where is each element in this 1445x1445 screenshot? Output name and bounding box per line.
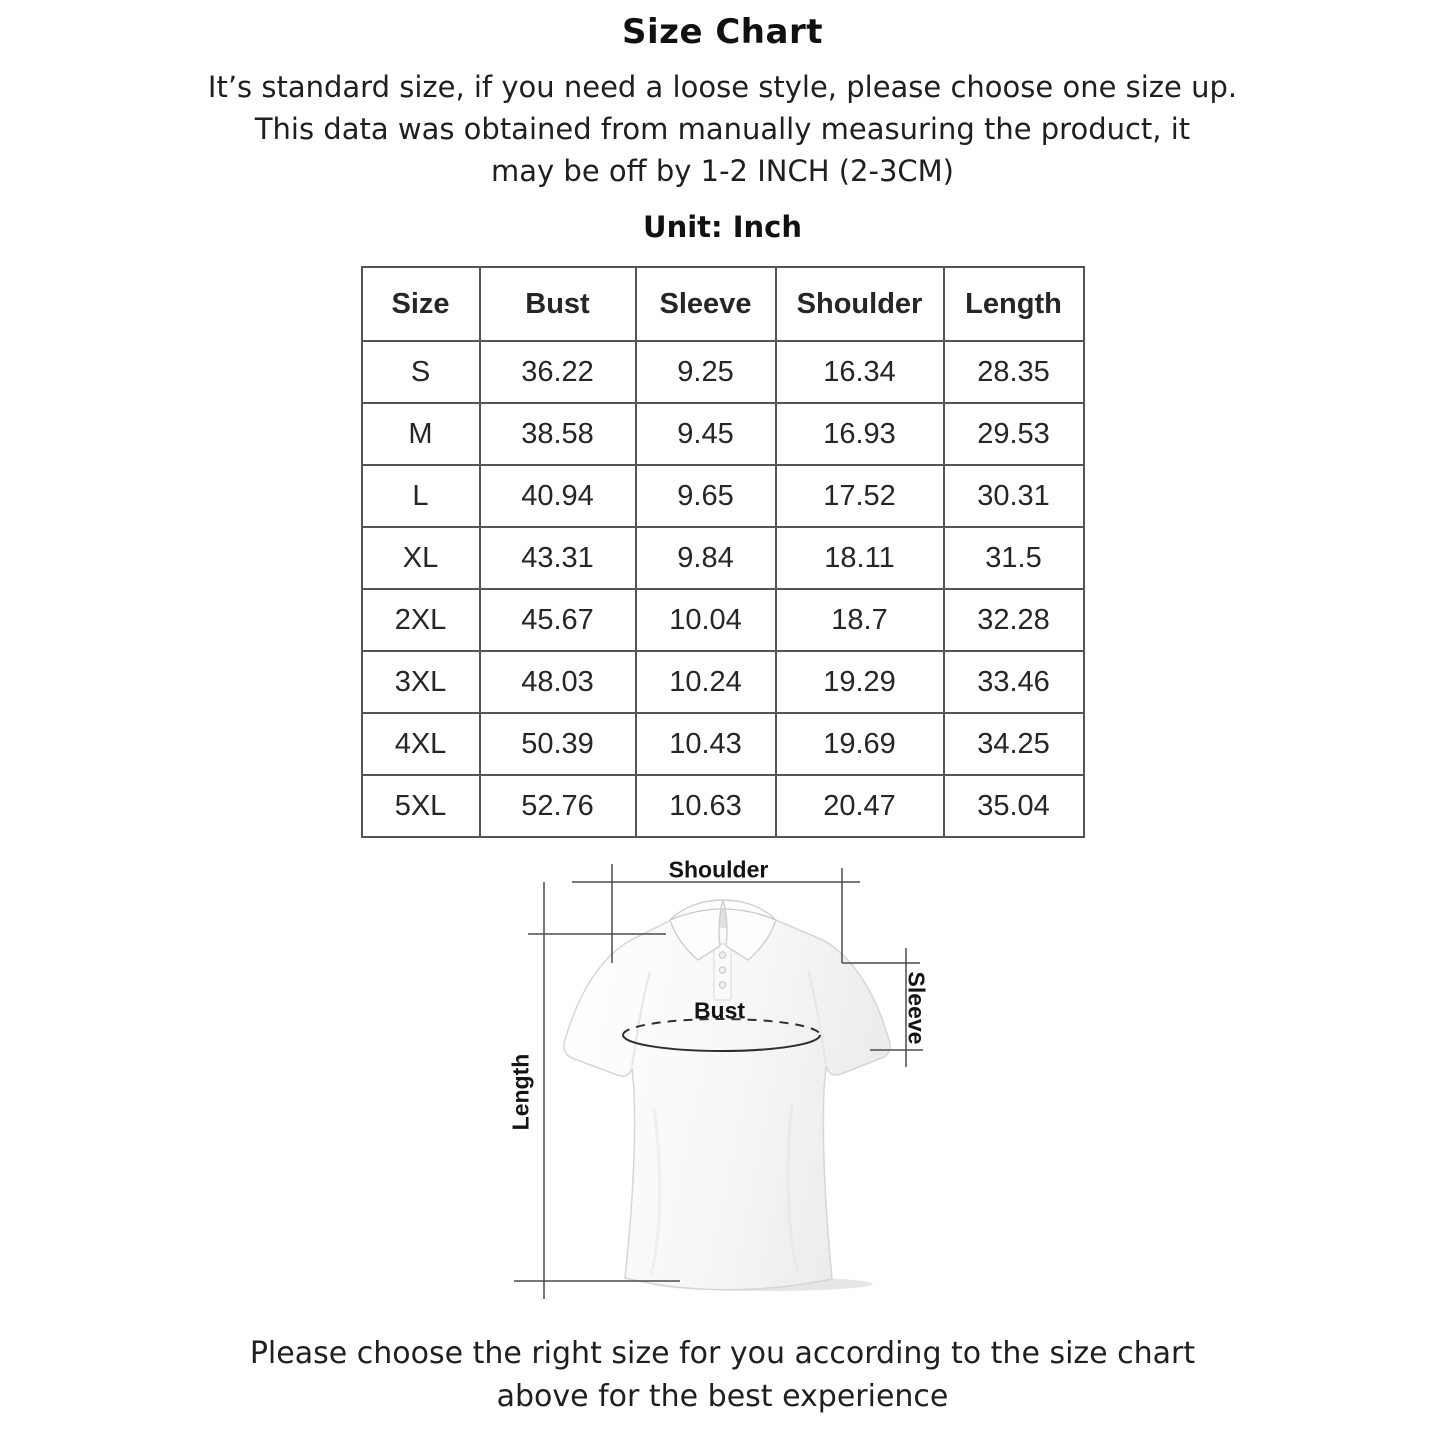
table-row xyxy=(362,713,1084,775)
cell-sleeve: 9.45 xyxy=(636,403,776,465)
cell-length: 33.46 xyxy=(944,651,1084,713)
cell-sleeve: 9.65 xyxy=(636,465,776,527)
cell-sleeve: 9.84 xyxy=(636,527,776,589)
cell-size: M xyxy=(362,403,480,465)
cell-shoulder: 18.11 xyxy=(776,527,944,589)
unit-label: Unit: Inch xyxy=(643,210,802,244)
cell-sleeve: 10.43 xyxy=(636,713,776,775)
table-row xyxy=(362,341,1084,403)
cell-length: 28.35 xyxy=(944,341,1084,403)
footer-line: above for the best experience xyxy=(496,1379,949,1414)
size-chart-table xyxy=(361,266,1085,838)
cell-size: S xyxy=(362,341,480,403)
table-row xyxy=(362,527,1084,589)
cell-shoulder: 16.93 xyxy=(776,403,944,465)
table-row xyxy=(362,403,1084,465)
polo-shirt-illustration xyxy=(483,850,963,1310)
placket xyxy=(714,944,731,1000)
cell-bust: 48.03 xyxy=(480,651,636,713)
cell-bust: 38.58 xyxy=(480,403,636,465)
cell-bust: 52.76 xyxy=(480,775,636,837)
cell-sleeve: 10.63 xyxy=(636,775,776,837)
page-title: Size Chart xyxy=(622,12,823,52)
table-row xyxy=(362,651,1084,713)
button-icon xyxy=(719,967,725,973)
footer-line: Please choose the right size for you according to the size chart xyxy=(249,1336,1196,1371)
shoulder-label: Shoulder xyxy=(668,856,769,883)
sleeve-label: Sleeve xyxy=(903,971,929,1045)
cell-length: 35.04 xyxy=(944,775,1084,837)
cell-bust: 36.22 xyxy=(480,341,636,403)
cell-size: 2XL xyxy=(362,589,480,651)
cell-length: 29.53 xyxy=(944,403,1084,465)
cell-length: 30.31 xyxy=(944,465,1084,527)
cell-length: 34.25 xyxy=(944,713,1084,775)
cell-shoulder: 19.69 xyxy=(776,713,944,775)
cell-size: 4XL xyxy=(362,713,480,775)
cell-sleeve: 9.25 xyxy=(636,341,776,403)
button-icon xyxy=(719,952,725,958)
table-row xyxy=(362,589,1084,651)
cell-bust: 40.94 xyxy=(480,465,636,527)
table-row xyxy=(362,465,1084,527)
column-header-length: Length xyxy=(944,267,1084,341)
cell-shoulder: 17.52 xyxy=(776,465,944,527)
cell-length: 32.28 xyxy=(944,589,1084,651)
shirt-measurement-diagram xyxy=(483,850,963,1310)
cell-sleeve: 10.24 xyxy=(636,651,776,713)
size-note xyxy=(0,66,1445,192)
cell-bust: 50.39 xyxy=(480,713,636,775)
cell-size: L xyxy=(362,465,480,527)
button-icon xyxy=(719,982,725,988)
table-row xyxy=(362,775,1084,837)
cell-shoulder: 18.7 xyxy=(776,589,944,651)
cell-shoulder: 16.34 xyxy=(776,341,944,403)
cell-size: 5XL xyxy=(362,775,480,837)
cell-bust: 43.31 xyxy=(480,527,636,589)
column-header-bust: Bust xyxy=(480,267,636,341)
cell-size: XL xyxy=(362,527,480,589)
column-header-sleeve: Sleeve xyxy=(636,267,776,341)
table-header-row xyxy=(362,267,1084,341)
cell-shoulder: 20.47 xyxy=(776,775,944,837)
cell-bust: 45.67 xyxy=(480,589,636,651)
cell-length: 31.5 xyxy=(944,527,1084,589)
cell-shoulder: 19.29 xyxy=(776,651,944,713)
polo-shirt xyxy=(563,900,889,1290)
footer-note xyxy=(0,1332,1445,1418)
note-line: may be off by 1-2 INCH (2-3CM) xyxy=(491,154,954,188)
cell-size: 3XL xyxy=(362,651,480,713)
column-header-shoulder: Shoulder xyxy=(776,267,944,341)
note-line: This data was obtained from manually measuring the product, it xyxy=(254,112,1191,146)
note-line: It’s standard size, if you need a loose style, please choose one size up. xyxy=(207,70,1238,104)
bust-label: Bust xyxy=(693,997,746,1024)
length-label: Length xyxy=(507,1053,533,1131)
cell-sleeve: 10.04 xyxy=(636,589,776,651)
column-header-size: Size xyxy=(362,267,480,341)
